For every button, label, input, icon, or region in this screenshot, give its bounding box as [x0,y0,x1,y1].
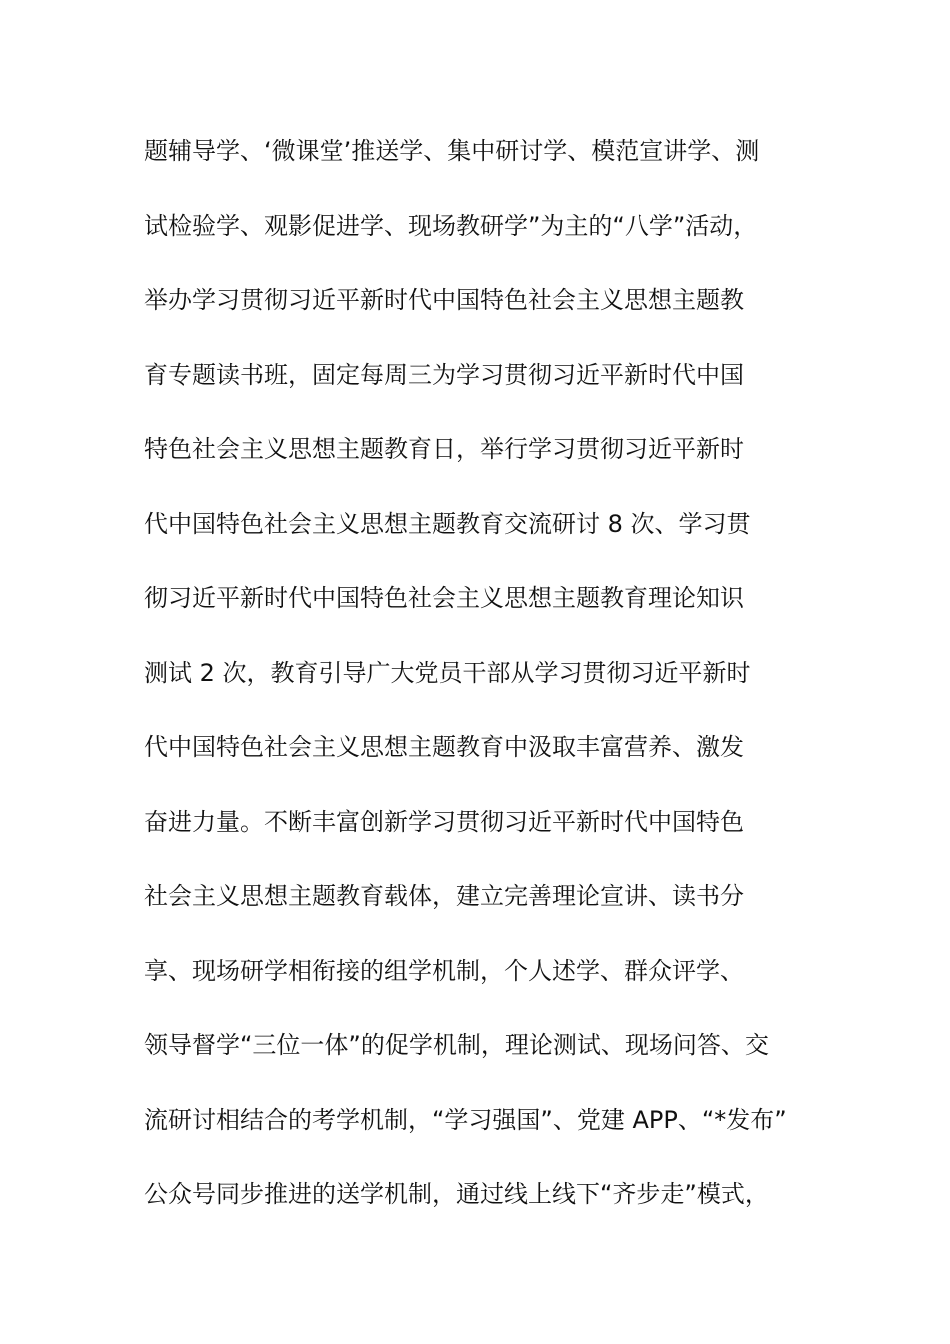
text-line: 领导督学“三位一体”的促学机制，理论测试、现场问答、交 [144,1031,769,1059]
text-line: 特色社会主义思想主题教育日，举行学习贯彻习近平新时 [144,435,744,463]
text-line: 享、现场研学相衔接的组学机制，个人述学、群众评学、 [144,956,744,985]
text-line: 试检验学、观影促进学、现场教研学”为主的“八学”活动， [144,211,758,240]
body-text [144,120,824,1238]
text-line: 育专题读书班，固定每周三为学习贯彻习近平新时代中国 [144,360,744,389]
text-line: 代中国特色社会主义思想主题教育交流研讨 8 次、学习贯 [144,509,751,538]
text-line: 公众号同步推进的送学机制，通过线上线下“齐步走”模式， [144,1180,769,1208]
text-line: 题辅导学、‘微课堂’推送学、集中研讨学、模范宣讲学、测 [144,137,760,165]
text-line: 社会主义思想主题教育载体，建立完善理论宣讲、读书分 [144,882,744,910]
text-line: 代中国特色社会主义思想主题教育中汲取丰富营养、激发 [144,733,744,761]
text-line: 流研讨相结合的考学机制，“学习强国”、党建 APP、“*发布” [144,1105,787,1134]
text-line: 举办学习贯彻习近平新时代中国特色社会主义思想主题教 [144,286,744,314]
text-line: 彻习近平新时代中国特色社会主义思想主题教育理论知识 [144,584,744,612]
text-line: 测试 2 次，教育引导广大党员干部从学习贯彻习近平新时 [144,658,751,687]
text-line: 奋进力量。不断丰富创新学习贯彻习近平新时代中国特色 [144,807,744,836]
